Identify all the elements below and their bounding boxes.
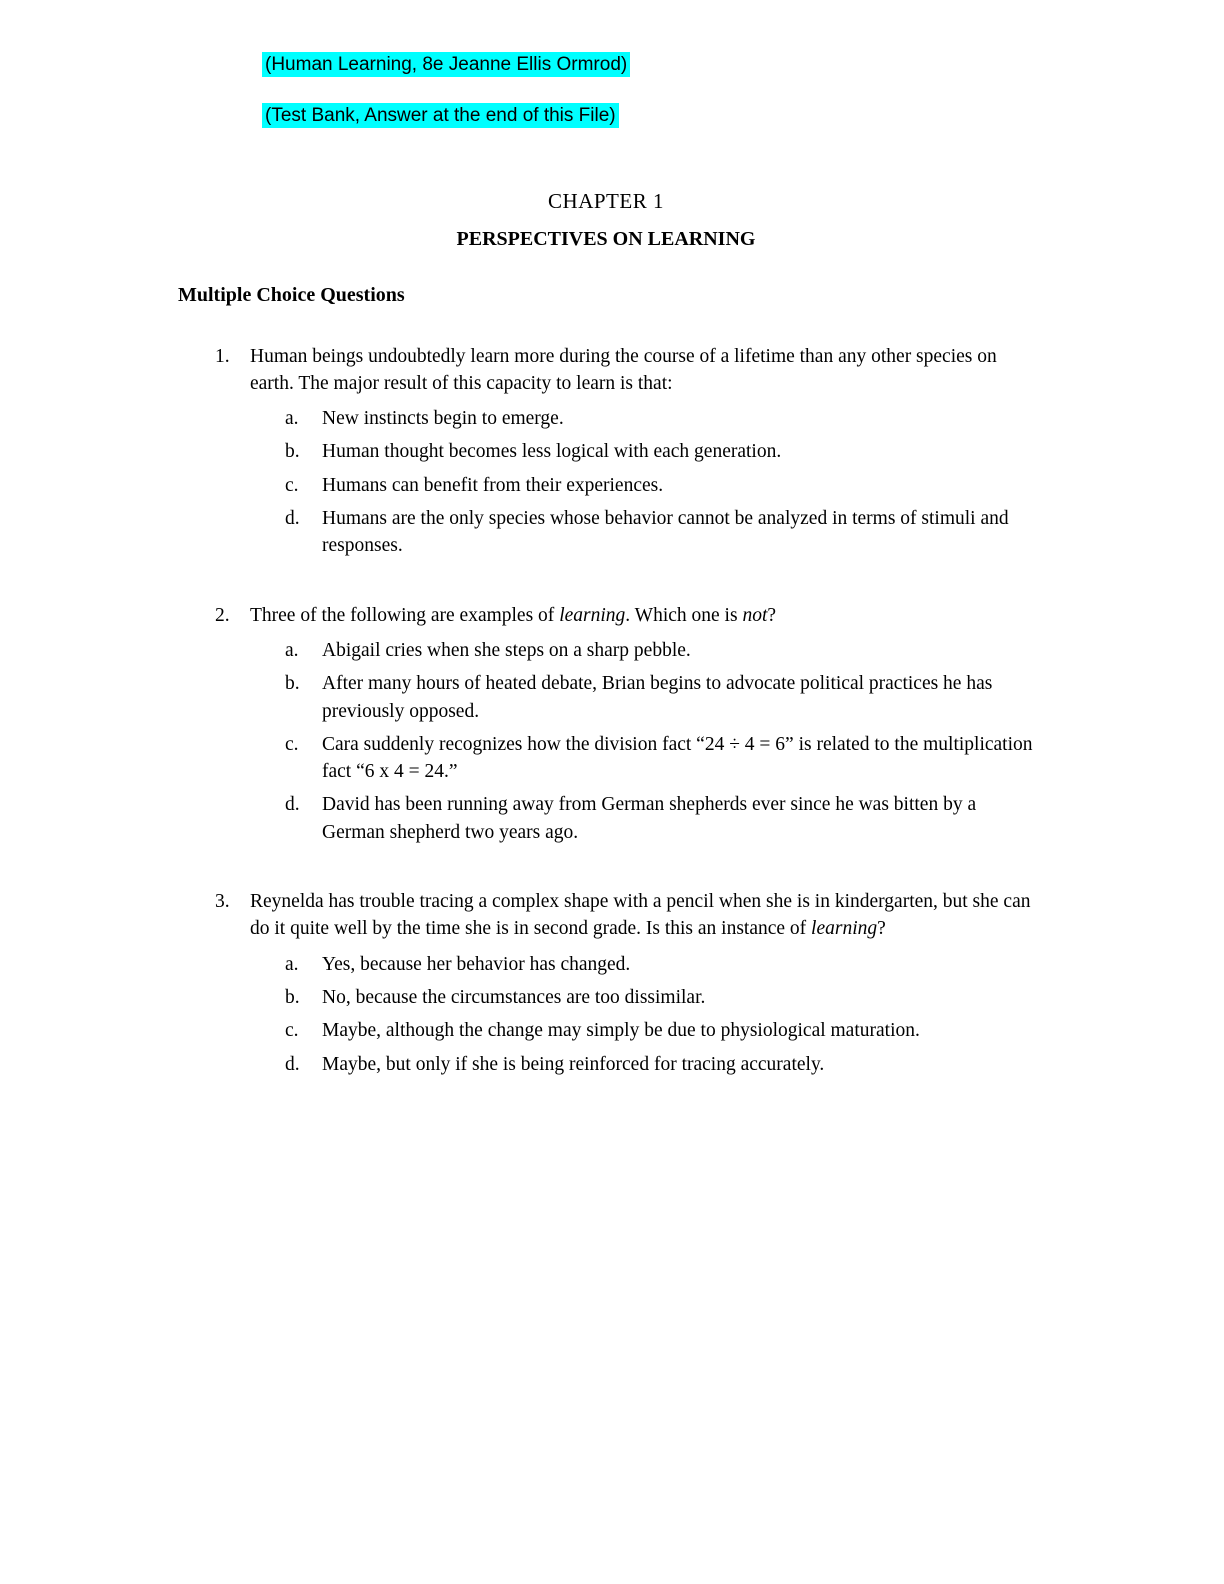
option-text: [322, 731, 1034, 786]
option-text: [322, 637, 1034, 664]
question-number: 2.: [215, 604, 230, 626]
question-body: [250, 888, 1034, 1078]
option-item: [250, 984, 1034, 1011]
document-header: [262, 52, 1034, 129]
text-segment: Three of the following are examples of: [250, 604, 560, 626]
option-letter: d.: [285, 508, 300, 530]
text-segment: Humans can benefit from their experiences.: [322, 474, 664, 496]
text-segment: Human beings undoubtedly learn more during the course of a lifetime than any other species on earth. The major result of this capacity to learn is that:: [250, 345, 997, 394]
text-segment: Abigail cries when she steps on a sharp pebble.: [322, 639, 691, 661]
option-item: [250, 791, 1034, 846]
italic-text: learning: [559, 604, 626, 626]
option-item: [250, 951, 1034, 978]
highlight-line-2: (Test Bank, Answer at the end of this File): [262, 103, 619, 128]
option-text: [322, 505, 1034, 560]
highlight-line-wrapper: [262, 103, 1034, 130]
option-text: [322, 1017, 1034, 1044]
question-number: 3.: [215, 891, 230, 913]
option-letter: c.: [285, 1020, 299, 1042]
option-item: [250, 438, 1034, 465]
option-text: [322, 984, 1034, 1011]
option-text: [322, 791, 1034, 846]
question-item: [178, 888, 1034, 1078]
option-text: [322, 472, 1034, 499]
question-item: [178, 602, 1034, 846]
italic-text: learning: [811, 918, 878, 940]
option-item: [250, 637, 1034, 664]
option-text: [322, 405, 1034, 432]
question-stem: [250, 888, 1034, 943]
question-body: [250, 343, 1034, 560]
highlight-line-1: (Human Learning, 8e Jeanne Ellis Ormrod): [262, 52, 630, 77]
text-segment: Maybe, although the change may simply be due to physiological maturation.: [322, 1020, 920, 1042]
question-body: [250, 602, 1034, 846]
option-letter: c.: [285, 474, 299, 496]
option-text: [322, 1051, 1034, 1078]
option-item: [250, 670, 1034, 725]
option-letter: d.: [285, 1053, 300, 1075]
chapter-subtitle: PERSPECTIVES ON LEARNING: [456, 227, 756, 250]
text-segment: New instincts begin to emerge.: [322, 408, 564, 430]
text-segment: Cara suddenly recognizes how the division fact “24 ÷ 4 = 6” is related to the multiplication fact “6 x 4 = 24.”: [322, 733, 1033, 783]
option-item: [250, 472, 1034, 499]
text-segment: Maybe, but only if she is being reinforced for tracing accurately.: [322, 1053, 825, 1075]
option-letter: d.: [285, 794, 300, 816]
option-letter: b.: [285, 441, 300, 463]
option-letter: a.: [285, 953, 299, 975]
text-segment: David has been running away from German shepherds ever since he was bitten by a German shepherd two years ago.: [322, 794, 977, 843]
question-stem: [250, 602, 1034, 629]
text-segment: Human thought becomes less logical with each generation.: [322, 441, 782, 463]
text-segment: No, because the circumstances are too dissimilar.: [322, 986, 706, 1008]
questions-list: [178, 343, 1034, 1078]
option-letter: b.: [285, 986, 300, 1008]
option-item: [250, 505, 1034, 560]
section-heading: Multiple Choice Questions: [178, 283, 405, 306]
option-text: [322, 951, 1034, 978]
text-segment: Yes, because her behavior has changed.: [322, 953, 631, 975]
text-segment: Humans are the only species whose behavior cannot be analyzed in terms of stimuli and responses.: [322, 508, 1009, 557]
option-text: [322, 670, 1034, 725]
text-segment: Reynelda has trouble tracing a complex shape with a pencil when she is in kindergarten, but she can do it quite well by the time she is in second grade. Is this an instance of: [250, 891, 1031, 940]
option-letter: a.: [285, 639, 299, 661]
option-item: [250, 731, 1034, 786]
text-segment: ?: [767, 604, 777, 626]
question-stem: [250, 343, 1034, 398]
option-item: [250, 405, 1034, 432]
question-number: 1.: [215, 345, 230, 367]
option-letter: b.: [285, 673, 300, 695]
text-segment: ?: [877, 918, 886, 940]
text-segment: After many hours of heated debate, Brian begins to advocate political practices he has previously opposed.: [322, 673, 993, 722]
highlight-line-wrapper: [262, 52, 1034, 79]
option-text: [322, 438, 1034, 465]
option-item: [250, 1051, 1034, 1078]
question-item: [178, 343, 1034, 560]
text-segment: . Which one is: [625, 604, 743, 626]
option-item: [250, 1017, 1034, 1044]
italic-text: not: [742, 604, 768, 626]
chapter-title: CHAPTER 1: [548, 189, 664, 214]
option-letter: c.: [285, 733, 299, 755]
option-letter: a.: [285, 408, 299, 430]
